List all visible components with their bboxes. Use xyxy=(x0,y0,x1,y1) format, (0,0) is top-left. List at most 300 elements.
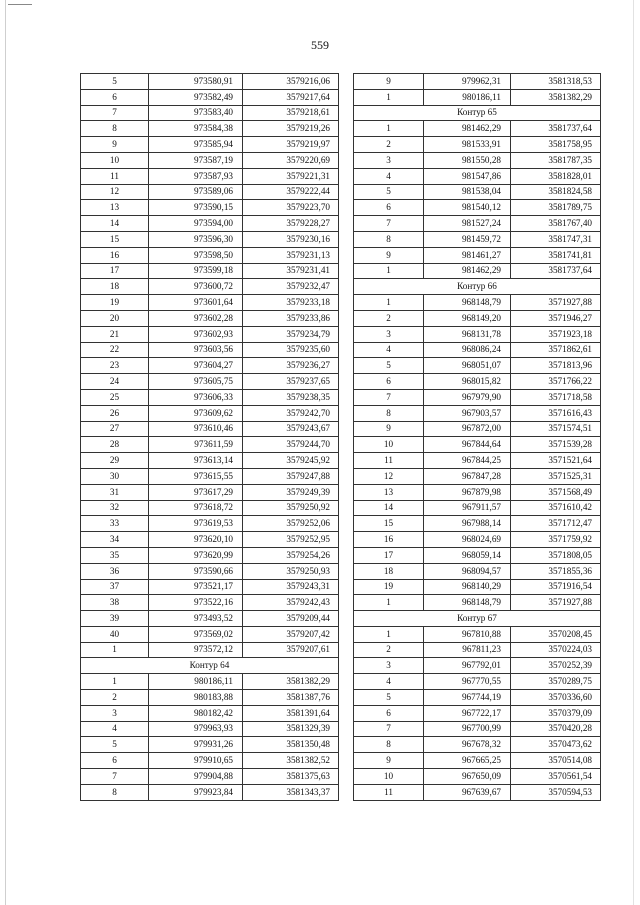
y-coordinate-cell: 3571712,47 xyxy=(511,516,601,532)
table-row xyxy=(354,200,601,216)
table-row xyxy=(81,358,339,374)
y-coordinate-cell: 3571718,58 xyxy=(511,389,601,405)
x-coordinate-cell: 973594,00 xyxy=(149,216,243,232)
table-row xyxy=(354,563,601,579)
point-number-cell: 16 xyxy=(81,247,149,263)
table-row xyxy=(354,421,601,437)
x-coordinate-cell: 973522,16 xyxy=(149,595,243,611)
y-coordinate-cell: 3570473,62 xyxy=(511,737,601,753)
point-number-cell: 30 xyxy=(81,468,149,484)
point-number-cell: 9 xyxy=(81,137,149,153)
x-coordinate-cell: 973587,93 xyxy=(149,168,243,184)
point-number-cell: 15 xyxy=(354,516,424,532)
y-coordinate-cell: 3571525,31 xyxy=(511,468,601,484)
x-coordinate-cell: 973590,66 xyxy=(149,563,243,579)
y-coordinate-cell: 3579233,18 xyxy=(243,295,339,311)
table-row xyxy=(354,184,601,200)
point-number-cell: 13 xyxy=(81,200,149,216)
table-row xyxy=(354,626,601,642)
coordinates-table-right xyxy=(353,73,601,801)
point-number-cell: 1 xyxy=(354,626,424,642)
x-coordinate-cell: 967844,25 xyxy=(424,453,511,469)
table-row xyxy=(354,595,601,611)
point-number-cell: 16 xyxy=(354,532,424,548)
x-coordinate-cell: 973610,46 xyxy=(149,421,243,437)
table-row xyxy=(81,547,339,563)
x-coordinate-cell: 980182,42 xyxy=(149,705,243,721)
table-row xyxy=(81,737,339,753)
x-coordinate-cell: 981540,12 xyxy=(424,200,511,216)
point-number-cell: 7 xyxy=(354,216,424,232)
point-number-cell: 14 xyxy=(81,216,149,232)
y-coordinate-cell: 3579219,97 xyxy=(243,137,339,153)
x-coordinate-cell: 973589,06 xyxy=(149,184,243,200)
contour-title: Контур 65 xyxy=(354,105,601,121)
point-number-cell: 3 xyxy=(81,705,149,721)
x-coordinate-cell: 973493,52 xyxy=(149,611,243,627)
table-row xyxy=(81,437,339,453)
table-row xyxy=(81,753,339,769)
y-coordinate-cell: 3570514,08 xyxy=(511,753,601,769)
y-coordinate-cell: 3581329,39 xyxy=(243,721,339,737)
table-row xyxy=(81,784,339,800)
x-coordinate-cell: 973596,30 xyxy=(149,231,243,247)
table-row xyxy=(81,137,339,153)
table-row xyxy=(81,421,339,437)
point-number-cell: 2 xyxy=(354,310,424,326)
y-coordinate-cell: 3571616,43 xyxy=(511,405,601,421)
y-coordinate-cell: 3579207,42 xyxy=(243,626,339,642)
point-number-cell: 8 xyxy=(354,737,424,753)
point-number-cell: 9 xyxy=(354,247,424,263)
x-coordinate-cell: 967650,09 xyxy=(424,769,511,785)
point-number-cell: 2 xyxy=(81,690,149,706)
x-coordinate-cell: 973620,99 xyxy=(149,547,243,563)
y-coordinate-cell: 3571923,18 xyxy=(511,326,601,342)
x-coordinate-cell: 981462,29 xyxy=(424,263,511,279)
x-coordinate-cell: 967744,19 xyxy=(424,690,511,706)
table-row xyxy=(354,453,601,469)
point-number-cell: 21 xyxy=(81,326,149,342)
contour-title: Контур 66 xyxy=(354,279,601,295)
x-coordinate-cell: 973601,64 xyxy=(149,295,243,311)
point-number-cell: 3 xyxy=(354,152,424,168)
point-number-cell: 6 xyxy=(81,89,149,105)
x-coordinate-cell: 973605,75 xyxy=(149,374,243,390)
y-coordinate-cell: 3579232,47 xyxy=(243,279,339,295)
x-coordinate-cell: 973583,40 xyxy=(149,105,243,121)
y-coordinate-cell: 3571855,36 xyxy=(511,563,601,579)
table-row xyxy=(354,500,601,516)
point-number-cell: 1 xyxy=(81,642,149,658)
point-number-cell: 8 xyxy=(81,784,149,800)
y-coordinate-cell: 3581747,31 xyxy=(511,231,601,247)
point-number-cell: 2 xyxy=(354,642,424,658)
y-coordinate-cell: 3570289,75 xyxy=(511,674,601,690)
point-number-cell: 35 xyxy=(81,547,149,563)
table-row xyxy=(81,105,339,121)
table-row xyxy=(81,263,339,279)
y-coordinate-cell: 3579247,88 xyxy=(243,468,339,484)
y-coordinate-cell: 3579242,43 xyxy=(243,595,339,611)
table-row xyxy=(81,674,339,690)
table-row xyxy=(354,642,601,658)
x-coordinate-cell: 973618,72 xyxy=(149,500,243,516)
table-row xyxy=(354,674,601,690)
y-coordinate-cell: 3579216,06 xyxy=(243,74,339,90)
table-row xyxy=(354,374,601,390)
table-row xyxy=(81,595,339,611)
point-number-cell: 33 xyxy=(81,516,149,532)
table-row xyxy=(81,500,339,516)
x-coordinate-cell: 967811,23 xyxy=(424,642,511,658)
point-number-cell: 38 xyxy=(81,595,149,611)
x-coordinate-cell: 981533,91 xyxy=(424,137,511,153)
x-coordinate-cell: 981538,04 xyxy=(424,184,511,200)
y-coordinate-cell: 3579217,64 xyxy=(243,89,339,105)
point-number-cell: 5 xyxy=(354,358,424,374)
x-coordinate-cell: 968086,24 xyxy=(424,342,511,358)
x-coordinate-cell: 973619,53 xyxy=(149,516,243,532)
y-coordinate-cell: 3571568,49 xyxy=(511,484,601,500)
point-number-cell: 1 xyxy=(354,263,424,279)
point-number-cell: 6 xyxy=(81,753,149,769)
x-coordinate-cell: 967678,32 xyxy=(424,737,511,753)
point-number-cell: 26 xyxy=(81,405,149,421)
point-number-cell: 40 xyxy=(81,626,149,642)
table-row xyxy=(354,658,601,674)
y-coordinate-cell: 3571574,51 xyxy=(511,421,601,437)
y-coordinate-cell: 3579250,93 xyxy=(243,563,339,579)
point-number-cell: 2 xyxy=(354,137,424,153)
point-number-cell: 17 xyxy=(81,263,149,279)
point-number-cell: 1 xyxy=(354,595,424,611)
table-row xyxy=(354,342,601,358)
point-number-cell: 11 xyxy=(354,453,424,469)
x-coordinate-cell: 973599,18 xyxy=(149,263,243,279)
point-number-cell: 19 xyxy=(81,295,149,311)
point-number-cell: 8 xyxy=(354,405,424,421)
table-row xyxy=(81,89,339,105)
x-coordinate-cell: 973617,29 xyxy=(149,484,243,500)
table-row xyxy=(81,152,339,168)
y-coordinate-cell: 3570594,53 xyxy=(511,784,601,800)
x-coordinate-cell: 973602,93 xyxy=(149,326,243,342)
table-row xyxy=(81,216,339,232)
y-coordinate-cell: 3579231,41 xyxy=(243,263,339,279)
table-row xyxy=(81,231,339,247)
table-row xyxy=(81,310,339,326)
table-row xyxy=(81,279,339,295)
table-row xyxy=(81,626,339,642)
point-number-cell: 7 xyxy=(354,721,424,737)
table-row xyxy=(354,89,601,105)
table-row xyxy=(81,374,339,390)
y-coordinate-cell: 3579223,70 xyxy=(243,200,339,216)
y-coordinate-cell: 3579244,70 xyxy=(243,437,339,453)
x-coordinate-cell: 979931,26 xyxy=(149,737,243,753)
x-coordinate-cell: 973602,28 xyxy=(149,310,243,326)
x-coordinate-cell: 973609,62 xyxy=(149,405,243,421)
table-row xyxy=(354,532,601,548)
y-coordinate-cell: 3581787,35 xyxy=(511,152,601,168)
table-row xyxy=(81,405,339,421)
y-coordinate-cell: 3581350,48 xyxy=(243,737,339,753)
y-coordinate-cell: 3579237,65 xyxy=(243,374,339,390)
point-number-cell: 20 xyxy=(81,310,149,326)
table-row xyxy=(354,231,601,247)
y-coordinate-cell: 3579234,79 xyxy=(243,326,339,342)
table-row xyxy=(354,247,601,263)
y-coordinate-cell: 3579219,26 xyxy=(243,121,339,137)
x-coordinate-cell: 967639,67 xyxy=(424,784,511,800)
table-row xyxy=(354,74,601,90)
y-coordinate-cell: 3571766,22 xyxy=(511,374,601,390)
x-coordinate-cell: 979904,88 xyxy=(149,769,243,785)
x-coordinate-cell: 979923,84 xyxy=(149,784,243,800)
table-row xyxy=(354,310,601,326)
point-number-cell: 1 xyxy=(354,295,424,311)
y-coordinate-cell: 3581387,76 xyxy=(243,690,339,706)
point-number-cell: 10 xyxy=(354,769,424,785)
x-coordinate-cell: 967872,00 xyxy=(424,421,511,437)
y-coordinate-cell: 3579252,06 xyxy=(243,516,339,532)
x-coordinate-cell: 981459,72 xyxy=(424,231,511,247)
x-coordinate-cell: 967879,98 xyxy=(424,484,511,500)
table-row xyxy=(354,690,601,706)
point-number-cell: 6 xyxy=(354,200,424,216)
y-coordinate-cell: 3579250,92 xyxy=(243,500,339,516)
contour-title: Контур 67 xyxy=(354,611,601,627)
point-number-cell: 28 xyxy=(81,437,149,453)
x-coordinate-cell: 973615,55 xyxy=(149,468,243,484)
y-coordinate-cell: 3579243,67 xyxy=(243,421,339,437)
point-number-cell: 8 xyxy=(81,121,149,137)
point-number-cell: 14 xyxy=(354,500,424,516)
y-coordinate-cell: 3579230,16 xyxy=(243,231,339,247)
table-row xyxy=(81,516,339,532)
table-row xyxy=(81,484,339,500)
x-coordinate-cell: 981550,28 xyxy=(424,152,511,168)
table-row xyxy=(81,247,339,263)
y-coordinate-cell: 3571927,88 xyxy=(511,295,601,311)
y-coordinate-cell: 3571759,92 xyxy=(511,532,601,548)
y-coordinate-cell: 3581391,64 xyxy=(243,705,339,721)
y-coordinate-cell: 3579207,61 xyxy=(243,642,339,658)
table-row xyxy=(81,74,339,90)
table-row xyxy=(81,769,339,785)
table-row xyxy=(81,200,339,216)
x-coordinate-cell: 973521,17 xyxy=(149,579,243,595)
y-coordinate-cell: 3581789,75 xyxy=(511,200,601,216)
point-number-cell: 8 xyxy=(354,231,424,247)
table-row xyxy=(81,121,339,137)
y-coordinate-cell: 3581375,63 xyxy=(243,769,339,785)
y-coordinate-cell: 3571813,96 xyxy=(511,358,601,374)
y-coordinate-cell: 3570336,60 xyxy=(511,690,601,706)
y-coordinate-cell: 3571916,54 xyxy=(511,579,601,595)
table-row xyxy=(81,721,339,737)
x-coordinate-cell: 973600,72 xyxy=(149,279,243,295)
table-row xyxy=(354,468,601,484)
table-row xyxy=(81,532,339,548)
point-number-cell: 25 xyxy=(81,389,149,405)
table-row xyxy=(354,389,601,405)
point-number-cell: 22 xyxy=(81,342,149,358)
point-number-cell: 10 xyxy=(81,152,149,168)
x-coordinate-cell: 967810,88 xyxy=(424,626,511,642)
x-coordinate-cell: 968059,14 xyxy=(424,547,511,563)
point-number-cell: 11 xyxy=(81,168,149,184)
y-coordinate-cell: 3579222,44 xyxy=(243,184,339,200)
point-number-cell: 5 xyxy=(354,184,424,200)
table-row xyxy=(354,516,601,532)
page-number: 559 xyxy=(311,38,329,52)
point-number-cell: 9 xyxy=(354,74,424,90)
point-number-cell: 15 xyxy=(81,231,149,247)
x-coordinate-cell: 967979,90 xyxy=(424,389,511,405)
x-coordinate-cell: 968051,07 xyxy=(424,358,511,374)
x-coordinate-cell: 967988,14 xyxy=(424,516,511,532)
point-number-cell: 13 xyxy=(354,484,424,500)
point-number-cell: 19 xyxy=(354,579,424,595)
table-row xyxy=(81,611,339,627)
table-row xyxy=(81,468,339,484)
x-coordinate-cell: 979962,31 xyxy=(424,74,511,90)
point-number-cell: 1 xyxy=(354,89,424,105)
y-coordinate-cell: 3579249,39 xyxy=(243,484,339,500)
point-number-cell: 4 xyxy=(81,721,149,737)
contour-header-row xyxy=(81,658,339,674)
point-number-cell: 5 xyxy=(81,74,149,90)
x-coordinate-cell: 968140,29 xyxy=(424,579,511,595)
y-coordinate-cell: 3571539,28 xyxy=(511,437,601,453)
y-coordinate-cell: 3581343,37 xyxy=(243,784,339,800)
y-coordinate-cell: 3579254,26 xyxy=(243,547,339,563)
table-row xyxy=(354,721,601,737)
table-row xyxy=(354,295,601,311)
y-coordinate-cell: 3579228,27 xyxy=(243,216,339,232)
x-coordinate-cell: 981527,24 xyxy=(424,216,511,232)
x-coordinate-cell: 973580,91 xyxy=(149,74,243,90)
table-row xyxy=(354,121,601,137)
x-coordinate-cell: 980186,11 xyxy=(424,89,511,105)
table-row xyxy=(354,152,601,168)
x-coordinate-cell: 967911,57 xyxy=(424,500,511,516)
x-coordinate-cell: 968148,79 xyxy=(424,295,511,311)
y-coordinate-cell: 3570379,09 xyxy=(511,705,601,721)
contour-header-row xyxy=(354,611,601,627)
table-row xyxy=(81,342,339,358)
y-coordinate-cell: 3579245,92 xyxy=(243,453,339,469)
point-number-cell: 18 xyxy=(354,563,424,579)
y-coordinate-cell: 3579236,27 xyxy=(243,358,339,374)
point-number-cell: 9 xyxy=(354,753,424,769)
y-coordinate-cell: 3571862,61 xyxy=(511,342,601,358)
point-number-cell: 4 xyxy=(354,342,424,358)
table-row xyxy=(354,263,601,279)
point-number-cell: 1 xyxy=(354,121,424,137)
x-coordinate-cell: 973598,50 xyxy=(149,247,243,263)
table-row xyxy=(354,784,601,800)
contour-header-row xyxy=(354,279,601,295)
y-coordinate-cell: 3571808,05 xyxy=(511,547,601,563)
table-row xyxy=(81,453,339,469)
x-coordinate-cell: 967770,55 xyxy=(424,674,511,690)
x-coordinate-cell: 967847,28 xyxy=(424,468,511,484)
table-row xyxy=(354,547,601,563)
x-coordinate-cell: 981461,27 xyxy=(424,247,511,263)
y-coordinate-cell: 3571610,42 xyxy=(511,500,601,516)
point-number-cell: 23 xyxy=(81,358,149,374)
table-row xyxy=(354,405,601,421)
y-coordinate-cell: 3581318,53 xyxy=(511,74,601,90)
x-coordinate-cell: 968131,78 xyxy=(424,326,511,342)
point-number-cell: 4 xyxy=(354,674,424,690)
y-coordinate-cell: 3579231,13 xyxy=(243,247,339,263)
x-coordinate-cell: 968149,20 xyxy=(424,310,511,326)
y-coordinate-cell: 3579221,31 xyxy=(243,168,339,184)
x-coordinate-cell: 981547,86 xyxy=(424,168,511,184)
point-number-cell: 36 xyxy=(81,563,149,579)
x-coordinate-cell: 968024,69 xyxy=(424,532,511,548)
point-number-cell: 9 xyxy=(354,421,424,437)
x-coordinate-cell: 968148,79 xyxy=(424,595,511,611)
point-number-cell: 3 xyxy=(354,658,424,674)
table-row xyxy=(354,705,601,721)
table-row xyxy=(81,690,339,706)
x-coordinate-cell: 973606,33 xyxy=(149,389,243,405)
x-coordinate-cell: 973590,15 xyxy=(149,200,243,216)
table-row xyxy=(354,579,601,595)
coordinates-table-left xyxy=(80,73,339,801)
table-row xyxy=(81,389,339,405)
y-coordinate-cell: 3579238,35 xyxy=(243,389,339,405)
point-number-cell: 31 xyxy=(81,484,149,500)
x-coordinate-cell: 973582,49 xyxy=(149,89,243,105)
y-coordinate-cell: 3581767,40 xyxy=(511,216,601,232)
table-row xyxy=(354,168,601,184)
table-row xyxy=(354,326,601,342)
x-coordinate-cell: 973585,94 xyxy=(149,137,243,153)
y-coordinate-cell: 3579220,69 xyxy=(243,152,339,168)
point-number-cell: 27 xyxy=(81,421,149,437)
table-row xyxy=(354,484,601,500)
y-coordinate-cell: 3581737,64 xyxy=(511,121,601,137)
point-number-cell: 3 xyxy=(354,326,424,342)
y-coordinate-cell: 3570252,39 xyxy=(511,658,601,674)
table-row xyxy=(354,137,601,153)
x-coordinate-cell: 973584,38 xyxy=(149,121,243,137)
y-coordinate-cell: 3571521,64 xyxy=(511,453,601,469)
table-row xyxy=(81,326,339,342)
x-coordinate-cell: 967792,01 xyxy=(424,658,511,674)
x-coordinate-cell: 967844,64 xyxy=(424,437,511,453)
point-number-cell: 10 xyxy=(354,437,424,453)
point-number-cell: 32 xyxy=(81,500,149,516)
point-number-cell: 6 xyxy=(354,705,424,721)
table-row xyxy=(81,184,339,200)
x-coordinate-cell: 979910,65 xyxy=(149,753,243,769)
x-coordinate-cell: 973572,12 xyxy=(149,642,243,658)
x-coordinate-cell: 968094,57 xyxy=(424,563,511,579)
y-coordinate-cell: 3571946,27 xyxy=(511,310,601,326)
table-row xyxy=(81,705,339,721)
y-coordinate-cell: 3581828,01 xyxy=(511,168,601,184)
point-number-cell: 18 xyxy=(81,279,149,295)
point-number-cell: 24 xyxy=(81,374,149,390)
x-coordinate-cell: 980186,11 xyxy=(149,674,243,690)
